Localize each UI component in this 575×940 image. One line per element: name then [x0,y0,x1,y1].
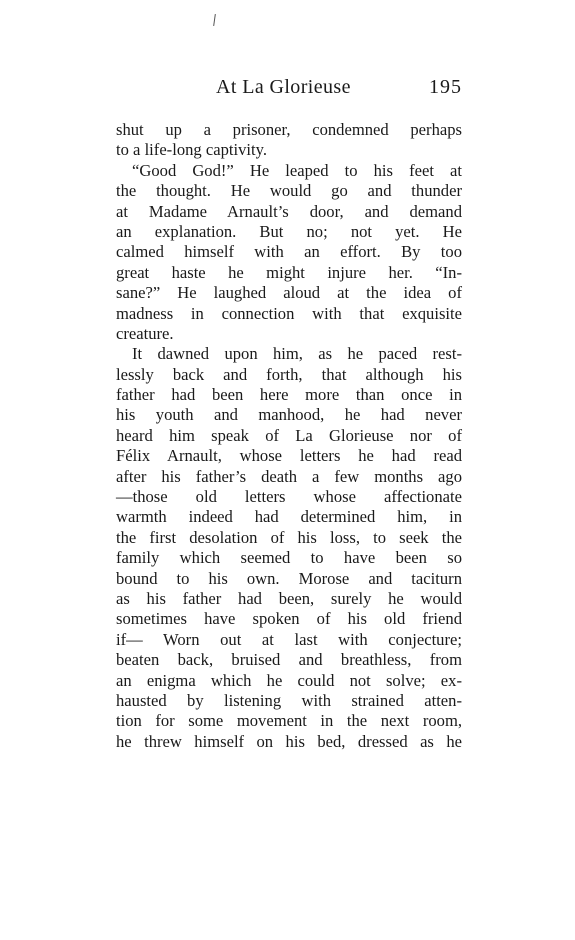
body-text [116,120,462,752]
text-line: after his father’s death a few months ago [116,466,462,486]
text-line: sane?” He laughed aloud at the idea of [116,283,462,303]
text-line: the first desolation of his loss, to seek the [116,527,462,547]
text-line: great haste he might injure her. “In- [116,262,462,282]
text-line: “Good God!” He leaped to his feet at [132,160,462,180]
text-line: if— Worn out at last with conjecture; [116,629,462,649]
text-line: beaten back, bruised and breathless, from [116,650,462,670]
pencil-mark [213,14,216,26]
text-line: warmth indeed had determined him, in [116,507,462,527]
text-line: father had been here more than once in [116,385,462,405]
running-head [216,76,462,104]
text-line: at Madame Arnault’s door, and demand [116,201,462,221]
text-line: shut up a prisoner, condemned perhaps [116,120,462,139]
text-line: bound to his own. Morose and taciturn [116,568,462,588]
text-line: he threw himself on his bed, dressed as he [116,731,462,751]
page-number: 195 [429,76,462,98]
text-line: to a life-long captivity. [116,140,267,160]
text-line: an enigma which he could not solve; ex- [116,670,462,690]
text-line: sometimes have spoken of his old friend [116,609,462,629]
running-title: At La Glorieuse [216,76,351,98]
text-line: tion for some movement in the next room, [116,711,462,731]
text-line: madness in connection with that exquisite [116,303,462,323]
text-line: creature. [116,323,174,343]
text-line: heard him speak of La Glorieuse nor of [116,425,462,445]
text-line: the thought. He would go and thunder [116,181,462,201]
text-line: his youth and manhood, he had never [116,405,462,425]
text-line: hausted by listening with strained atten- [116,690,462,710]
text-line: lessly back and forth, that although his [116,364,462,384]
text-line: —those old letters whose affectionate [116,487,462,507]
text-line: It dawned upon him, as he paced rest- [132,344,462,364]
text-line: an explanation. But no; not yet. He [116,221,462,241]
text-line: as his father had been, surely he would [116,588,462,608]
text-line: Félix Arnault, whose letters he had read [116,446,462,466]
text-line: calmed himself with an effort. By too [116,242,462,262]
text-line: family which seemed to have been so [116,548,462,568]
